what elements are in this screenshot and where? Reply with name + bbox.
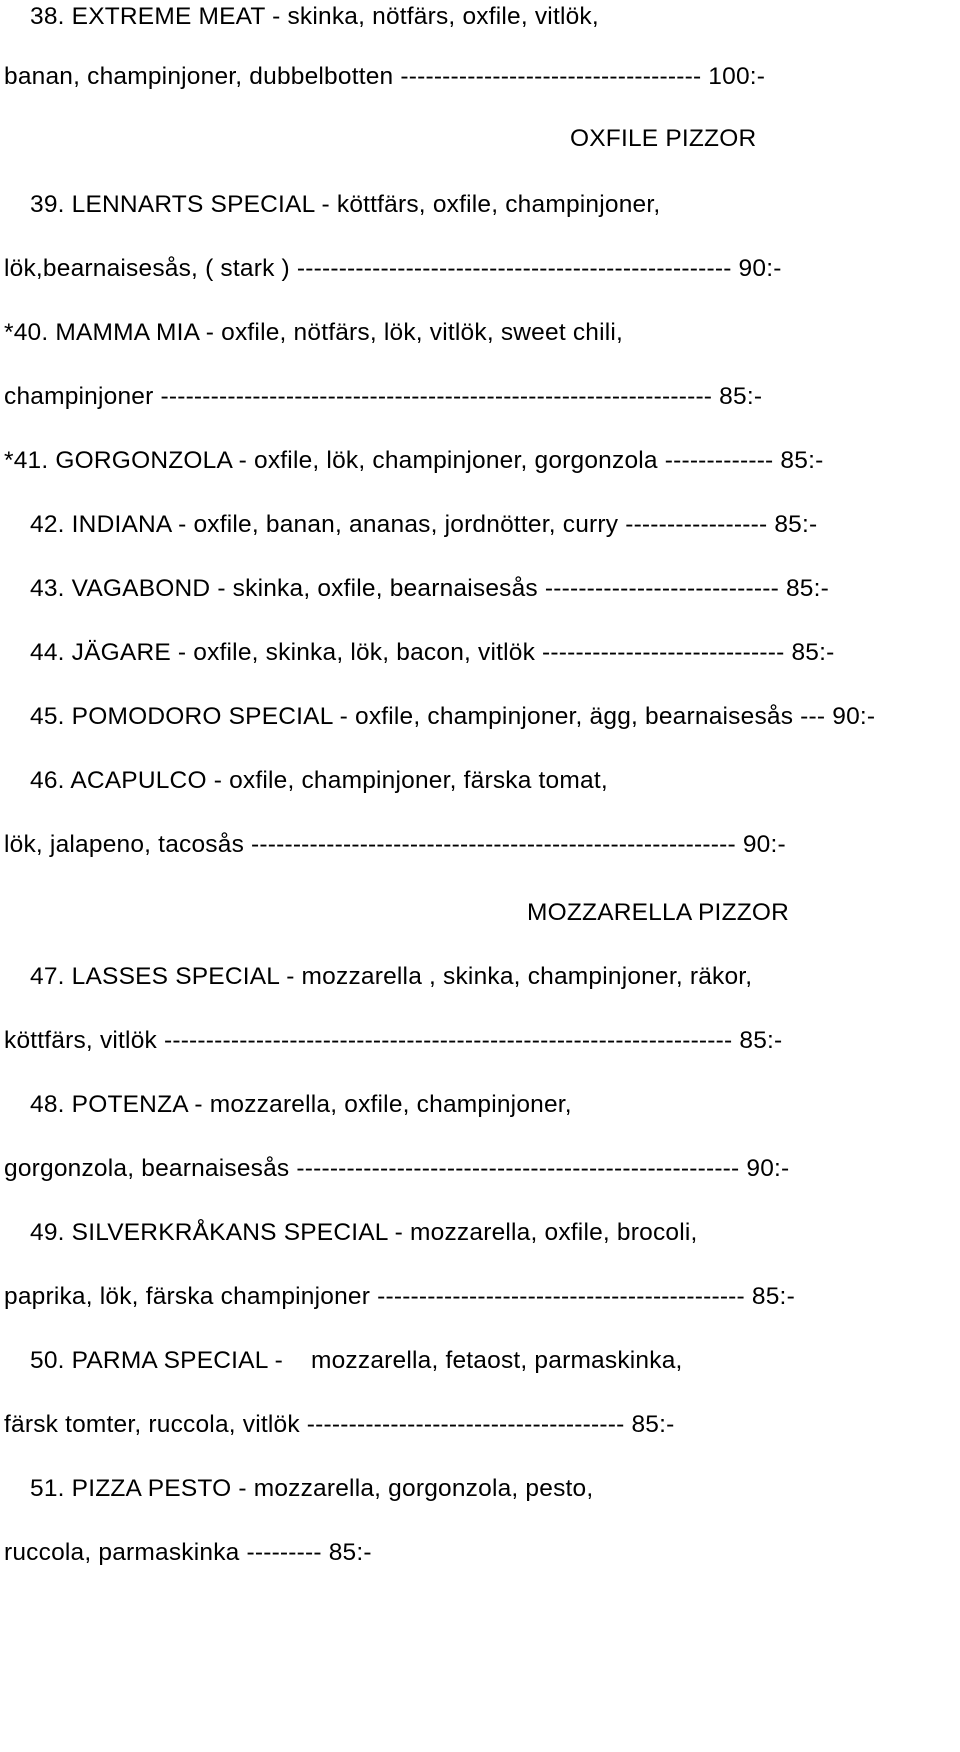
menu-item-50-line-2: färsk tomter, ruccola, vitlök -------------------------------------- 85:-	[4, 1411, 675, 1438]
menu-item-43: 43. VAGABOND - skinka, oxfile, bearnaisesås ---------------------------- 85:-	[30, 575, 829, 602]
menu-item-40-line-2: champinjoner ------------------------------------------------------------------ 85:-	[4, 383, 763, 410]
menu-item-39-line-2: lök,bearnaisesås, ( stark ) ---------------------------------------------------- 90:-	[4, 255, 782, 282]
menu-item-44: 44. JÄGARE - oxfile, skinka, lök, bacon, vitlök ----------------------------- 85:-	[30, 639, 835, 666]
menu-item-49-line-1: 49. SILVERKRÅKANS SPECIAL - mozzarella, oxfile, brocoli,	[30, 1219, 698, 1246]
menu-item-49-line-2: paprika, lök, färska champinjoner -------------------------------------------- 85:-	[4, 1283, 795, 1310]
menu-item-47-line-2: köttfärs, vitlök -------------------------------------------------------------------- 85:-	[4, 1027, 783, 1054]
menu-item-47-line-1: 47. LASSES SPECIAL - mozzarella , skinka, champinjoner, räkor,	[30, 963, 753, 990]
section-heading-mozzarella-pizzor: MOZZARELLA PIZZOR	[527, 899, 790, 926]
menu-item-51-line-2: ruccola, parmaskinka --------- 85:-	[4, 1539, 372, 1566]
menu-item-41: *41. GORGONZOLA - oxfile, lök, champinjoner, gorgonzola ------------- 85:-	[4, 447, 824, 474]
menu-item-50-line-1: 50. PARMA SPECIAL - mozzarella, fetaost, parmaskinka,	[30, 1347, 683, 1374]
menu-item-46-line-2: lök, jalapeno, tacosås ---------------------------------------------------------- 90:-	[4, 831, 786, 858]
menu-item-48-line-1: 48. POTENZA - mozzarella, oxfile, champinjoner,	[30, 1091, 572, 1118]
menu-item-42: 42. INDIANA - oxfile, banan, ananas, jordnötter, curry ----------------- 85:-	[30, 511, 818, 538]
section-heading-oxfile-pizzor: OXFILE PIZZOR	[570, 125, 757, 152]
menu-item-38-line-2: banan, champinjoner, dubbelbotten ------------------------------------ 100:-	[4, 63, 766, 90]
menu-item-46-line-1: 46. ACAPULCO - oxfile, champinjoner, färska tomat,	[30, 767, 608, 794]
menu-item-51-line-1: 51. PIZZA PESTO - mozzarella, gorgonzola, pesto,	[30, 1475, 594, 1502]
menu-item-48-line-2: gorgonzola, bearnaisesås ----------------------------------------------------- 90:-	[4, 1155, 790, 1182]
menu-item-38-line-1: 38. EXTREME MEAT - skinka, nötfärs, oxfile, vitlök,	[30, 3, 599, 30]
menu-item-39-line-1: 39. LENNARTS SPECIAL - köttfärs, oxfile, champinjoner,	[30, 191, 661, 218]
menu-item-40-line-1: *40. MAMMA MIA - oxfile, nötfärs, lök, vitlök, sweet chili,	[4, 319, 624, 346]
menu-item-45: 45. POMODORO SPECIAL - oxfile, champinjoner, ägg, bearnaisesås --- 90:-	[30, 703, 876, 730]
